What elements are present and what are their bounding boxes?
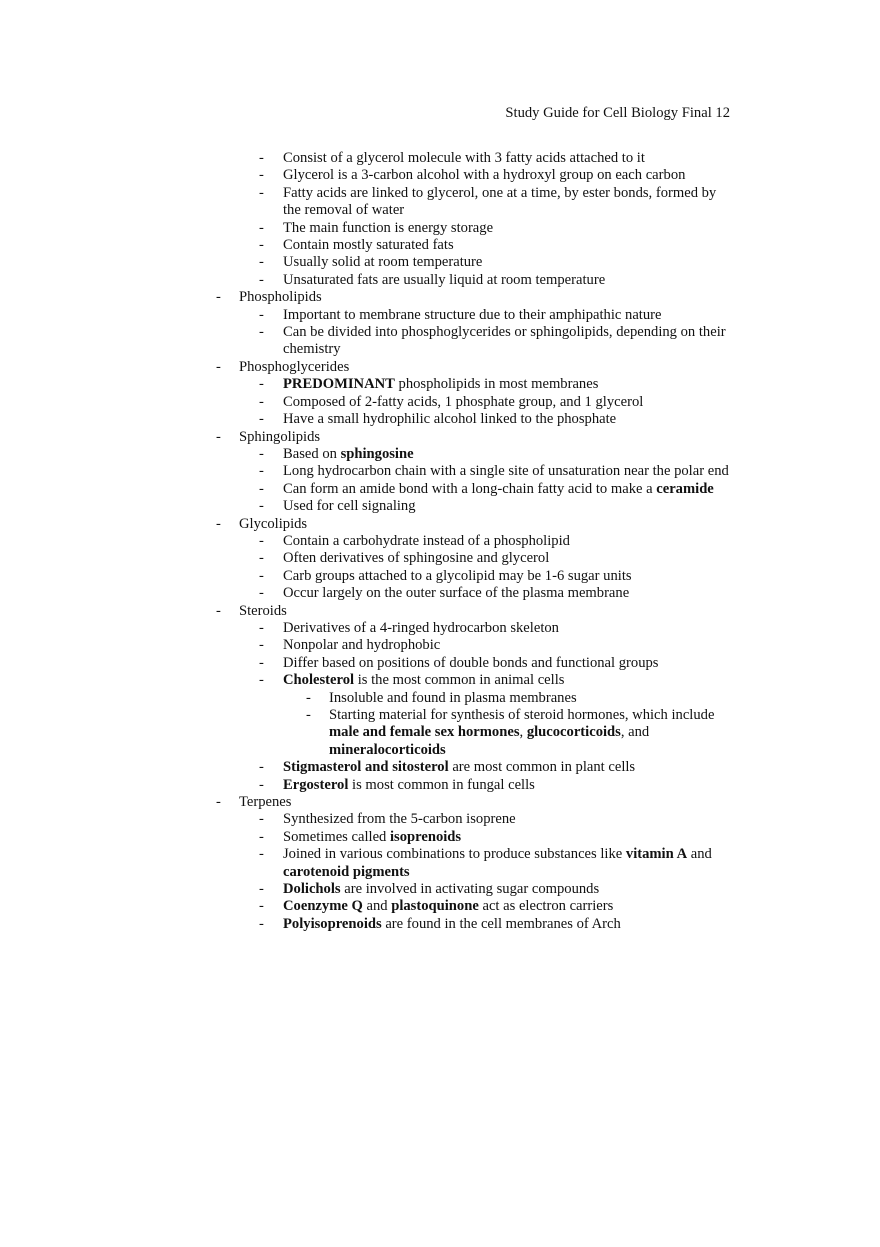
outline-item-text bbox=[283, 585, 733, 602]
outline-item-level-2 bbox=[0, 376, 880, 393]
outline-item-text bbox=[283, 759, 733, 776]
text-segment: and bbox=[362, 898, 392, 915]
bullet-dash: - bbox=[259, 376, 264, 393]
outline-item-level-1 bbox=[0, 794, 880, 811]
bold-term: ceramide bbox=[656, 480, 714, 497]
text-segment: phospholipids in most membranes bbox=[394, 376, 599, 393]
outline-item-text bbox=[283, 185, 733, 220]
outline-item-level-2 bbox=[0, 481, 880, 498]
bullet-dash: - bbox=[216, 358, 221, 375]
bold-term: Cholesterol bbox=[283, 672, 355, 689]
text-segment: are found in the cell membranes of Arch bbox=[381, 915, 621, 932]
text-segment: Insoluble and found in plasma membranes bbox=[329, 689, 577, 706]
outline-item-text bbox=[283, 777, 733, 794]
bold-term: Stigmasterol and sitosterol bbox=[283, 759, 449, 776]
bold-term: vitamin A bbox=[625, 846, 688, 863]
text-segment: Used for cell signaling bbox=[283, 498, 416, 515]
text-segment: and bbox=[687, 846, 712, 863]
outline-item-level-2 bbox=[0, 272, 880, 289]
bullet-dash: - bbox=[216, 428, 221, 445]
outline-item-text bbox=[283, 446, 733, 463]
outline-item-level-2 bbox=[0, 550, 880, 567]
bold-term: isoprenoids bbox=[390, 828, 462, 845]
outline-item-level-3 bbox=[0, 690, 880, 707]
bullet-dash: - bbox=[216, 794, 221, 811]
outline-item-text bbox=[283, 916, 733, 933]
outline-item-level-2 bbox=[0, 881, 880, 898]
bullet-dash: - bbox=[259, 463, 264, 480]
outline-item-level-2 bbox=[0, 463, 880, 480]
bullet-dash: - bbox=[259, 184, 264, 201]
outline-item-text bbox=[283, 463, 733, 480]
bullet-dash: - bbox=[306, 707, 311, 723]
outline-item-text bbox=[283, 846, 733, 881]
outline-item-text bbox=[283, 550, 733, 567]
outline-item-text bbox=[283, 898, 733, 915]
outline-item-level-1 bbox=[0, 516, 880, 533]
text-segment: Long hydrocarbon chain with a single site of unsaturation near the polar end bbox=[283, 463, 729, 480]
text-segment: Glycerol is a 3-carbon alcohol with a hydroxyl group on each carbon bbox=[283, 167, 686, 184]
outline-item-text bbox=[283, 533, 733, 550]
text-segment: Steroids bbox=[239, 602, 287, 619]
outline-item-text bbox=[283, 307, 733, 324]
outline-item-text bbox=[283, 220, 733, 237]
bullet-dash: - bbox=[259, 219, 264, 236]
text-segment: Fatty acids are linked to glycerol, one at a time, by ester bonds, formed by the removal of water bbox=[283, 184, 717, 219]
outline-item-level-2 bbox=[0, 220, 880, 237]
bullet-dash: - bbox=[259, 846, 264, 863]
bullet-dash: - bbox=[259, 393, 264, 410]
text-segment: is most common in fungal cells bbox=[348, 776, 535, 793]
text-segment: Glycolipids bbox=[239, 515, 308, 532]
outline-item-level-2 bbox=[0, 568, 880, 585]
text-segment: Contain a carbohydrate instead of a phospholipid bbox=[283, 532, 570, 549]
outline-item-text bbox=[283, 829, 733, 846]
text-segment: Sometimes called bbox=[283, 828, 390, 845]
bullet-dash: - bbox=[259, 306, 264, 323]
outline-item-level-2 bbox=[0, 167, 880, 184]
bold-term: plastoquinone bbox=[391, 898, 479, 915]
text-segment: Based on bbox=[283, 445, 341, 462]
outline-list bbox=[0, 150, 880, 933]
outline-item-text bbox=[283, 167, 733, 184]
bullet-dash: - bbox=[259, 828, 264, 845]
bullet-dash: - bbox=[259, 811, 264, 828]
outline-item-text bbox=[283, 637, 733, 654]
outline-item-text bbox=[283, 237, 733, 254]
bullet-dash: - bbox=[259, 532, 264, 549]
outline-item-text bbox=[239, 359, 880, 376]
text-segment: , and bbox=[620, 724, 650, 741]
outline-item-text bbox=[283, 481, 733, 498]
bullet-dash: - bbox=[259, 324, 264, 341]
bold-term: Dolichols bbox=[283, 881, 341, 898]
text-segment: Terpenes bbox=[239, 794, 292, 811]
text-segment: Consist of a glycerol molecule with 3 fatty acids attached to it bbox=[283, 150, 645, 166]
outline-item-level-2 bbox=[0, 533, 880, 550]
bold-term: Coenzyme Q bbox=[283, 898, 363, 915]
outline-item-text bbox=[283, 254, 733, 271]
outline-item-text bbox=[239, 429, 880, 446]
outline-item-level-2 bbox=[0, 150, 880, 167]
outline-item-level-2 bbox=[0, 307, 880, 324]
bullet-dash: - bbox=[216, 515, 221, 532]
outline-item-level-2 bbox=[0, 811, 880, 828]
page-header: Study Guide for Cell Biology Final 12 bbox=[505, 105, 730, 121]
text-segment: Usually solid at room temperature bbox=[283, 254, 483, 271]
text-segment: Derivatives of a 4-ringed hydrocarbon skeleton bbox=[283, 619, 559, 636]
outline-item-level-2 bbox=[0, 829, 880, 846]
bullet-dash: - bbox=[259, 167, 264, 184]
outline-item-text bbox=[329, 690, 729, 707]
bullet-dash: - bbox=[259, 672, 264, 689]
bold-term: Ergosterol bbox=[283, 776, 349, 793]
bullet-dash: - bbox=[259, 445, 264, 462]
outline-item-level-1 bbox=[0, 603, 880, 620]
bullet-dash: - bbox=[259, 480, 264, 497]
text-segment: is the most common in animal cells bbox=[354, 672, 565, 689]
bullet-dash: - bbox=[259, 915, 264, 932]
outline-item-level-1 bbox=[0, 359, 880, 376]
outline-item-level-2 bbox=[0, 620, 880, 637]
outline-item-text bbox=[283, 394, 733, 411]
outline-item-level-2 bbox=[0, 637, 880, 654]
outline-item-text bbox=[283, 324, 733, 359]
bullet-dash: - bbox=[259, 271, 264, 288]
text-segment: The main function is energy storage bbox=[283, 219, 494, 236]
bold-term: sphingosine bbox=[340, 445, 414, 462]
outline-item-level-2 bbox=[0, 324, 880, 359]
bullet-dash: - bbox=[216, 289, 221, 306]
outline-item-level-2 bbox=[0, 254, 880, 271]
outline-item-text bbox=[283, 272, 733, 289]
outline-item-text bbox=[283, 672, 733, 689]
outline-item-level-2 bbox=[0, 237, 880, 254]
text-segment: , bbox=[519, 724, 527, 741]
outline-item-level-2 bbox=[0, 898, 880, 915]
outline-item-level-1 bbox=[0, 289, 880, 306]
text-segment: Sphingolipids bbox=[239, 428, 321, 445]
outline-item-level-2 bbox=[0, 585, 880, 602]
text-segment: Can be divided into phosphoglycerides or sphingolipids, depending on their chemistry bbox=[283, 324, 726, 358]
bullet-dash: - bbox=[259, 550, 264, 567]
text-segment: Synthesized from the 5-carbon isoprene bbox=[283, 811, 516, 828]
bullet-dash: - bbox=[259, 619, 264, 636]
outline-item-text bbox=[239, 289, 880, 306]
bullet-dash: - bbox=[259, 254, 264, 271]
outline-item-text bbox=[283, 411, 733, 428]
outline-item-text bbox=[283, 568, 733, 585]
bold-term: glucocorticoids bbox=[526, 724, 621, 741]
text-segment: Unsaturated fats are usually liquid at room temperature bbox=[283, 271, 606, 288]
text-segment: Occur largely on the outer surface of the plasma membrane bbox=[283, 585, 630, 602]
outline-item-text bbox=[283, 150, 733, 167]
text-segment: Composed of 2-fatty acids, 1 phosphate group, and 1 glycerol bbox=[283, 393, 644, 410]
outline-item-text bbox=[239, 794, 880, 811]
bold-term: Polyisoprenoids bbox=[283, 915, 382, 932]
outline-item-text bbox=[239, 603, 880, 620]
text-segment: Starting material for synthesis of steroid hormones, which include bbox=[329, 707, 715, 723]
outline-item-text bbox=[329, 707, 729, 759]
bullet-dash: - bbox=[259, 567, 264, 584]
outline-item-level-1 bbox=[0, 429, 880, 446]
outline-item-level-2 bbox=[0, 498, 880, 515]
bold-term: male and female sex hormones bbox=[329, 724, 520, 741]
text-segment: Nonpolar and hydrophobic bbox=[283, 637, 441, 654]
outline-item-text bbox=[283, 376, 733, 393]
bullet-dash: - bbox=[259, 776, 264, 793]
outline-item-level-2 bbox=[0, 759, 880, 776]
bold-term: mineralocorticoids bbox=[329, 741, 446, 758]
bullet-dash: - bbox=[259, 654, 264, 671]
text-segment: Phospholipids bbox=[239, 289, 322, 306]
outline-item-level-3 bbox=[0, 707, 880, 759]
text-segment: Important to membrane structure due to their amphipathic nature bbox=[283, 306, 662, 323]
outline-item-level-2 bbox=[0, 655, 880, 672]
outline-item-level-2 bbox=[0, 411, 880, 428]
bullet-dash: - bbox=[259, 411, 264, 428]
outline-item-level-2 bbox=[0, 446, 880, 463]
text-segment: act as electron carriers bbox=[478, 898, 614, 915]
bullet-dash: - bbox=[259, 237, 264, 254]
outline-item-level-2 bbox=[0, 777, 880, 794]
outline-item-text bbox=[239, 516, 880, 533]
outline-item-text bbox=[283, 498, 733, 515]
text-segment: Can form an amide bond with a long-chain fatty acid to make a bbox=[283, 480, 657, 497]
bullet-dash: - bbox=[259, 898, 264, 915]
outline-item-text bbox=[283, 811, 733, 828]
outline-item-level-2 bbox=[0, 185, 880, 220]
bullet-dash: - bbox=[259, 498, 264, 515]
bullet-dash: - bbox=[259, 150, 264, 166]
text-segment: Phosphoglycerides bbox=[239, 358, 350, 375]
outline-item-level-2 bbox=[0, 394, 880, 411]
bullet-dash: - bbox=[259, 881, 264, 898]
text-segment: Often derivatives of sphingosine and glycerol bbox=[283, 550, 550, 567]
outline-item-level-2 bbox=[0, 846, 880, 881]
outline-item-text bbox=[283, 881, 733, 898]
bold-term: PREDOMINANT bbox=[283, 376, 395, 393]
text-segment: Joined in various combinations to produce substances like bbox=[283, 846, 626, 863]
text-segment: Have a small hydrophilic alcohol linked to the phosphate bbox=[283, 411, 617, 428]
text-segment: are involved in activating sugar compounds bbox=[340, 881, 600, 898]
text-segment: Contain mostly saturated fats bbox=[283, 237, 454, 254]
bullet-dash: - bbox=[259, 637, 264, 654]
bullet-dash: - bbox=[306, 689, 311, 706]
bold-term: carotenoid pigments bbox=[283, 863, 410, 880]
bullet-dash: - bbox=[259, 585, 264, 602]
bullet-dash: - bbox=[259, 759, 264, 776]
bullet-dash: - bbox=[216, 602, 221, 619]
outline-item-text bbox=[283, 620, 733, 637]
text-segment: are most common in plant cells bbox=[448, 759, 636, 776]
outline-item-text bbox=[283, 655, 733, 672]
text-segment: Carb groups attached to a glycolipid may be 1-6 sugar units bbox=[283, 567, 632, 584]
outline-item-level-2 bbox=[0, 916, 880, 933]
text-segment: Differ based on positions of double bonds and functional groups bbox=[283, 654, 659, 671]
outline-item-level-2 bbox=[0, 672, 880, 689]
